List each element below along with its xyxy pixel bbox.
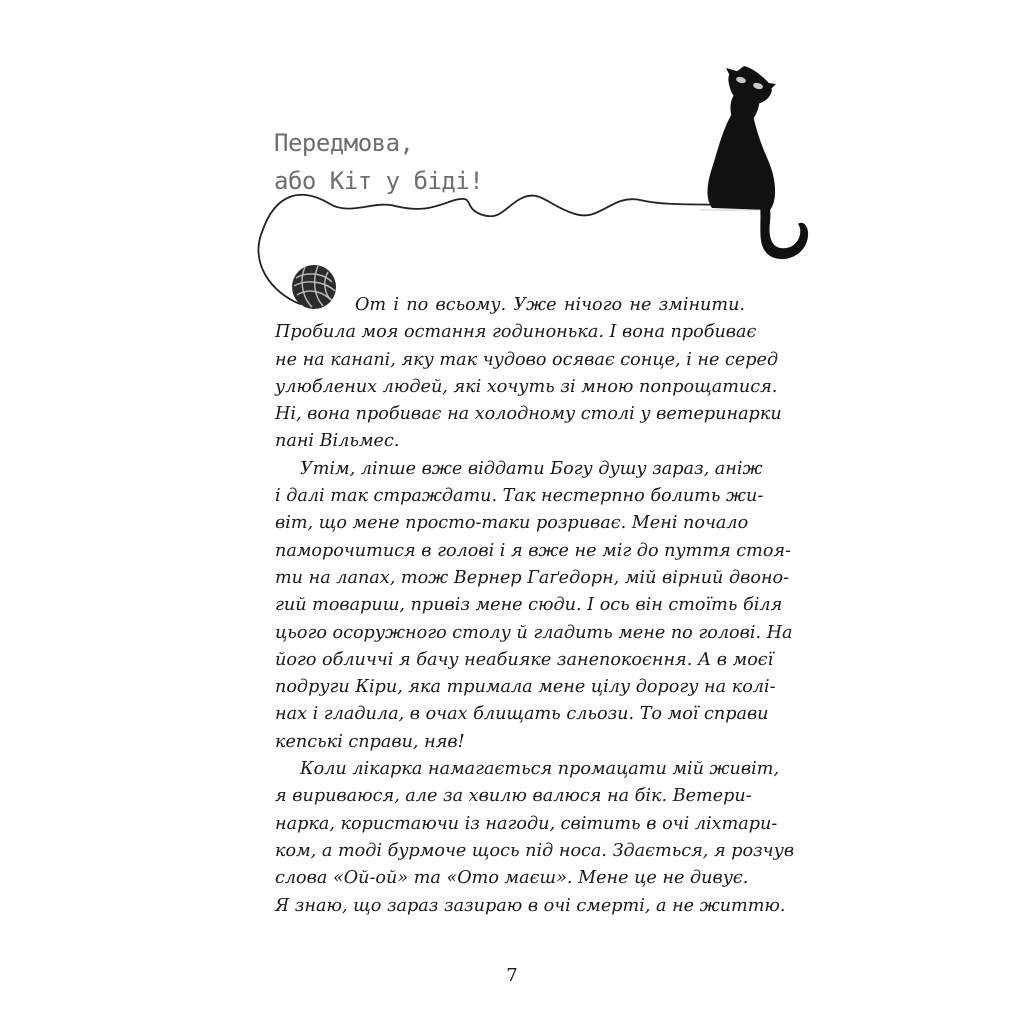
text-line: гий товариш, привіз мене сюди. І ось він стоїть біля (275, 595, 783, 616)
text-line: Пробила моя остання годинонька. І вона пробиває (275, 322, 757, 343)
text-line: ком, а тоді бурмоче щось під носа. Здається, я розчув (275, 840, 795, 861)
text-line: Утім, ліпше вже віддати Богу душу зараз, аніж (300, 458, 763, 479)
text-line: його обличчі я бачу неабияке занепокоєння. А в моєї (275, 649, 774, 670)
text-line: От і по всьому. Уже нічого не змінити. (355, 295, 745, 315)
page-number: 7 (506, 965, 518, 986)
chapter-illustration (0, 0, 1024, 320)
text-line: улюблених людей, які хочуть зі мною попрощатися. (275, 376, 778, 397)
text-line: і далі так страждати. Так нестерпно болить жи- (275, 486, 764, 507)
text-line: ти на лапах, тож Вернер Гаґедорн, мій вірний двоно- (275, 567, 790, 588)
text-line: нарка, користаючи із нагоди, світить в очі ліхтари- (275, 813, 778, 834)
text-line: не на канапі, яку так чудово осяває сонце, і не серед (275, 349, 779, 370)
text-line: віт, що мене просто-таки розриває. Мені почало (275, 513, 749, 534)
text-line: пані Вільмес. (275, 431, 400, 452)
chapter-title (274, 124, 494, 200)
text-line: Я знаю, що зараз зазираю в очі смерті, а не життю. (275, 895, 786, 916)
text-line: кепські справи, няв! (275, 731, 465, 752)
black-cat-icon (700, 66, 808, 259)
text-line: Ні, вона пробиває на холодному столі у ветеринарки (275, 404, 782, 425)
text-line: Коли лікарка намагається промацати мій живіт, (300, 759, 780, 780)
chapter-title-line-2: або Кіт у біді! (274, 167, 484, 195)
chapter-title-line-1: Передмова, (274, 129, 414, 157)
text-line: нах і гладила, в очах блищать сльози. То мої справи (275, 704, 769, 725)
text-line: слова «Ой-ой» та «Ото маєш». Мене це не дивує. (275, 868, 749, 889)
text-line: подруги Кіри, яка тримала мене цілу дорогу на колі- (275, 677, 776, 698)
text-line: я вириваюся, але за хвилю валюся на бік. Ветери- (275, 786, 752, 807)
text-line: цього осоружного столу й гладить мене по голові. На (275, 622, 793, 643)
text-line: паморочитися в голові і я вже не міг до пуття стоя- (275, 540, 792, 561)
chapter-body (275, 292, 795, 920)
